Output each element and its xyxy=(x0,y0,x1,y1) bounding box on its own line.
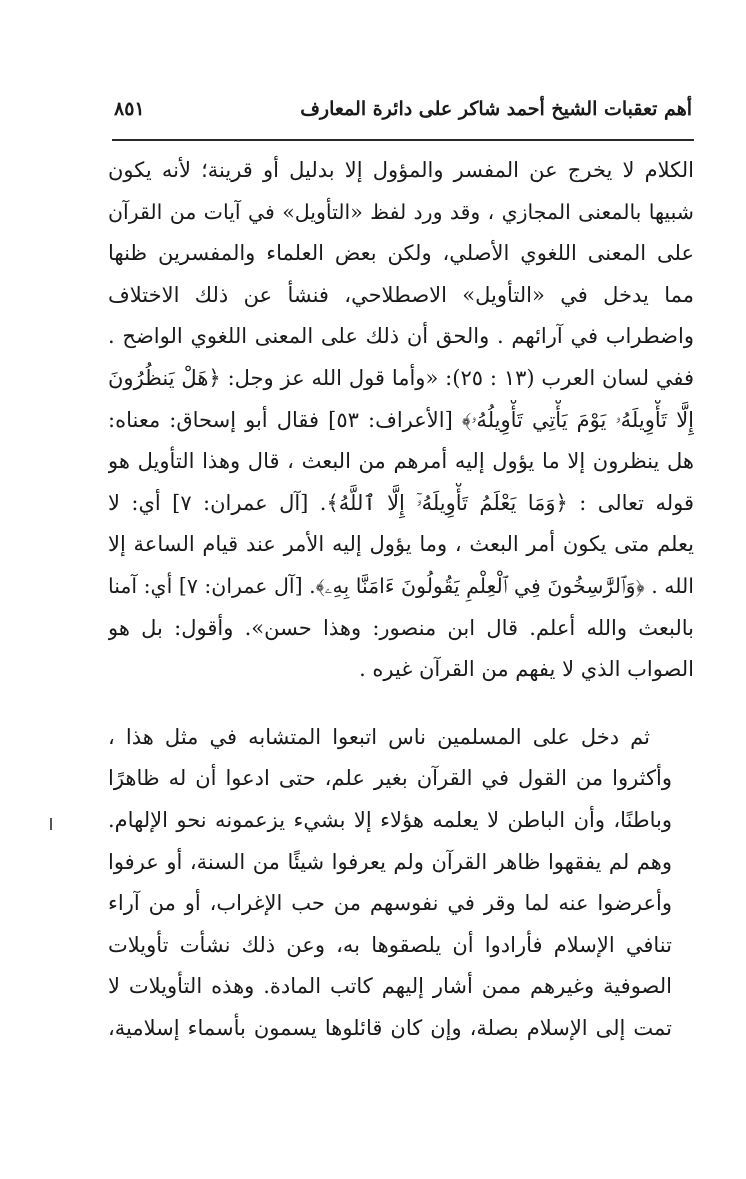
margin-mark xyxy=(50,818,52,830)
text-line: ففي لسان العرب (١٣ : ٢٥): «وأما قول الله عز وجل: ﴿هَلْ يَنظُرُونَ xyxy=(108,365,694,390)
text-line: هل ينظرون إلا ما يؤول إليه أمرهم من البعث ، قال وهذا التأويل هو xyxy=(108,449,694,474)
text-line: ثم دخل على المسلمين ناس اتبعوا المتشابه في مثل هذا ، xyxy=(108,724,650,749)
page-number: ٨٥١ xyxy=(114,98,145,120)
running-title: أهم تعقبات الشيخ أحمد شاكر على دائرة المعارف xyxy=(300,98,692,120)
running-header xyxy=(114,98,692,134)
body-text xyxy=(108,150,694,1049)
header-rule xyxy=(112,139,694,141)
text-line: وأعرضوا عنه لما وقر في نفوسهم من حب الإغراب، أو من آراء xyxy=(108,891,672,916)
text-line: إِلَّا تَأْوِيلَهُۥ يَوْمَ يَأْتِي تَأْوِيلُهُۥ﴾ [الأعراف: ٥٣] فقال أبو إسحاق: معناه: xyxy=(108,407,694,432)
text-line: على المعنى اللغوي الأصلي، ولكن بعض العلماء والمفسرين ظنها xyxy=(108,241,694,266)
paragraph-1 xyxy=(108,150,694,691)
text-line: مما يدخل في «التأويل» الاصطلاحي، فنشأ عن ذلك الاختلاف xyxy=(108,282,694,307)
text-line: واضطراب في آرائهم . والحق أن ذلك على المعنى اللغوي الواضح . xyxy=(108,324,694,349)
text-line: تمت إلى الإسلام بصلة، وإن كان قائلوها يسمون بأسماء إسلامية، xyxy=(108,1015,672,1040)
text-line: قوله تعالى : ﴿وَمَا يَعْلَمُ تَأْوِيلَهُۥٓ إِلَّا ٱللَّهُ﴾. [آل عمران: ٧] أي: لا xyxy=(108,490,694,515)
text-line: يعلم متى يكون أمر البعث ، وما يؤول إليه الأمر عند قيام الساعة إلا xyxy=(108,532,694,557)
text-line: الله . ﴿وَٱلرَّٰسِخُونَ فِي ٱلْعِلْمِ يَقُولُونَ ءَامَنَّا بِهِۦ﴾. [آل عمران: ٧] أي: آمنا xyxy=(108,573,694,598)
text-line: وهم لم يفقهوا ظاهر القرآن ولم يعرفوا شيئًا من السنة، أو عرفوا xyxy=(108,849,672,874)
text-line: وأكثروا من القول في القرآن بغير علم، حتى ادعوا أن له ظاهرًا xyxy=(108,766,672,791)
text-line: الكلام لا يخرج عن المفسر والمؤول إلا بدليل أو قرينة؛ لأنه يكون xyxy=(108,158,694,182)
text-line: الصوفية وغيرهم ممن أشار إليهم كاتب المادة. وهذه التأويلات لا xyxy=(108,974,672,999)
text-line: تنافي الإسلام فأرادوا أن يلصقوها به، وعن ذلك نشأت تأويلات xyxy=(108,932,672,957)
text-line: الصواب الذي لا يفهم من القرآن غيره . xyxy=(359,657,694,682)
text-line: بالبعث والله أعلم. قال ابن منصور: وهذا حسن». وأقول: بل هو xyxy=(108,615,694,640)
text-line: شبيها بالمعنى المجازي ، وقد ورد لفظ «التأويل» في آيات من القرآن xyxy=(108,199,694,224)
paragraph-2 xyxy=(108,717,694,1050)
text-line: وباطنًا، وأن الباطن لا يعلمه هؤلاء إلا بشيء يزعمونه نحو الإلهام. xyxy=(108,807,672,832)
